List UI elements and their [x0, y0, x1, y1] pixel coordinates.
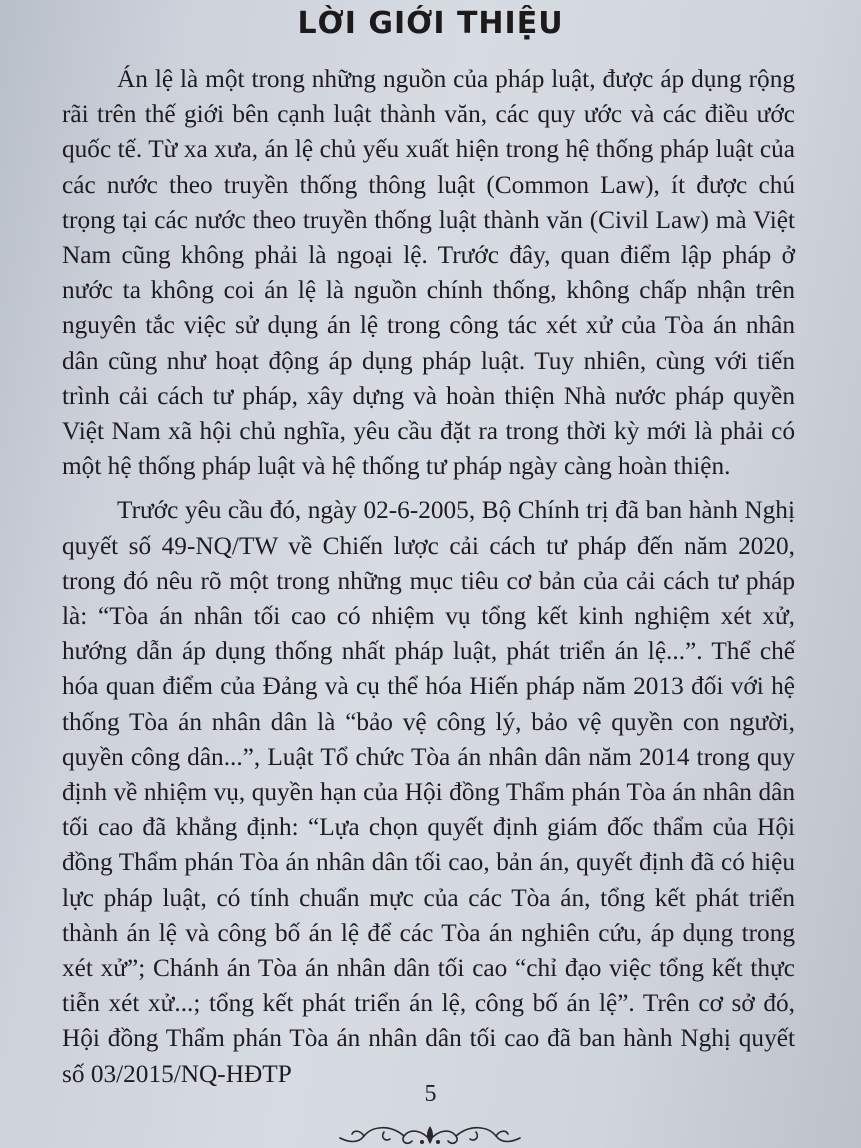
decorative-flourish-icon [330, 1112, 530, 1148]
page-title: LỜI GIỚI THIỆU [297, 6, 564, 41]
page-number: 5 [424, 1081, 437, 1107]
paragraph-1: Án lệ là một trong những nguồn của pháp luật, được áp dụng rộng rãi trên thế giới bên cạnh luật thành văn, các quy ước và các điều ước quốc tế. Từ xa xưa, án lệ chủ yếu xuất hiện trong hệ thống pháp luật của các nước theo truyền thống thông luật (Common Law), ít được chú trọng tại các nước theo truyền thống luật thành văn (Civil Law) mà Việt Nam cũng không phải là ngoại lệ. Trước đây, quan điểm lập pháp ở nước ta không coi án lệ là nguồn chính thống, không chấp nhận trên nguyên tắc việc sử dụng án lệ trong công tác xét xử của Tòa án nhân dân cũng như hoạt động áp dụng pháp luật. Tuy nhiên, cùng với tiến trình cải cách tư pháp, xây dựng và hoàn thiện Nhà nước pháp quyền Việt Nam xã hội chủ nghĩa, yêu cầu đặt ra trong thời kỳ mới là phải có một hệ thống pháp luật và hệ thống tư pháp ngày càng hoàn thiện. [62, 65, 795, 481]
body-text [62, 62, 795, 1092]
paragraph-2: Trước yêu cầu đó, ngày 02-6-2005, Bộ Chính trị đã ban hành Nghị quyết số 49-NQ/TW về Chiến lược cải cách tư pháp đến năm 2020, trong đó nêu rõ một trong những mục tiêu cơ bản của cải cách tư pháp là: “Tòa án nhân tối cao có nhiệm vụ tổng kết kinh nghiệm xét xử, hướng dẫn áp dụng thống nhất pháp luật, phát triển án lệ...”. Thể chế hóa quan điểm của Đảng và cụ thể hóa Hiến pháp năm 2013 đối với hệ thống Tòa án nhân dân là “bảo vệ công lý, bảo vệ quyền con người, quyền công dân...”, Luật Tổ chức Tòa án nhân dân năm 2014 trong quy định về nhiệm vụ, quyền hạn của Hội đồng Thẩm phán Tòa án nhân dân tối cao đã khẳng định: “Lựa chọn quyết định giám đốc thẩm của Hội đồng Thẩm phán Tòa án nhân dân tối cao, bản án, quyết định đã có hiệu lực pháp luật, có tính chuẩn mực của các Tòa án, tổng kết phát triển thành án lệ và công bố án lệ để các Tòa án nghiên cứu, áp dụng trong xét xử”; Chánh án Tòa án nhân dân tối cao “chỉ đạo việc tổng kết thực tiễn xét xử...; tổng kết phát triển án lệ, công bố án lệ”. Trên cơ sở đó, Hội đồng Thẩm phán Tòa án nhân dân tối cao đã ban hành Nghị quyết số 03/2015/NQ-HĐTP [62, 496, 795, 1088]
